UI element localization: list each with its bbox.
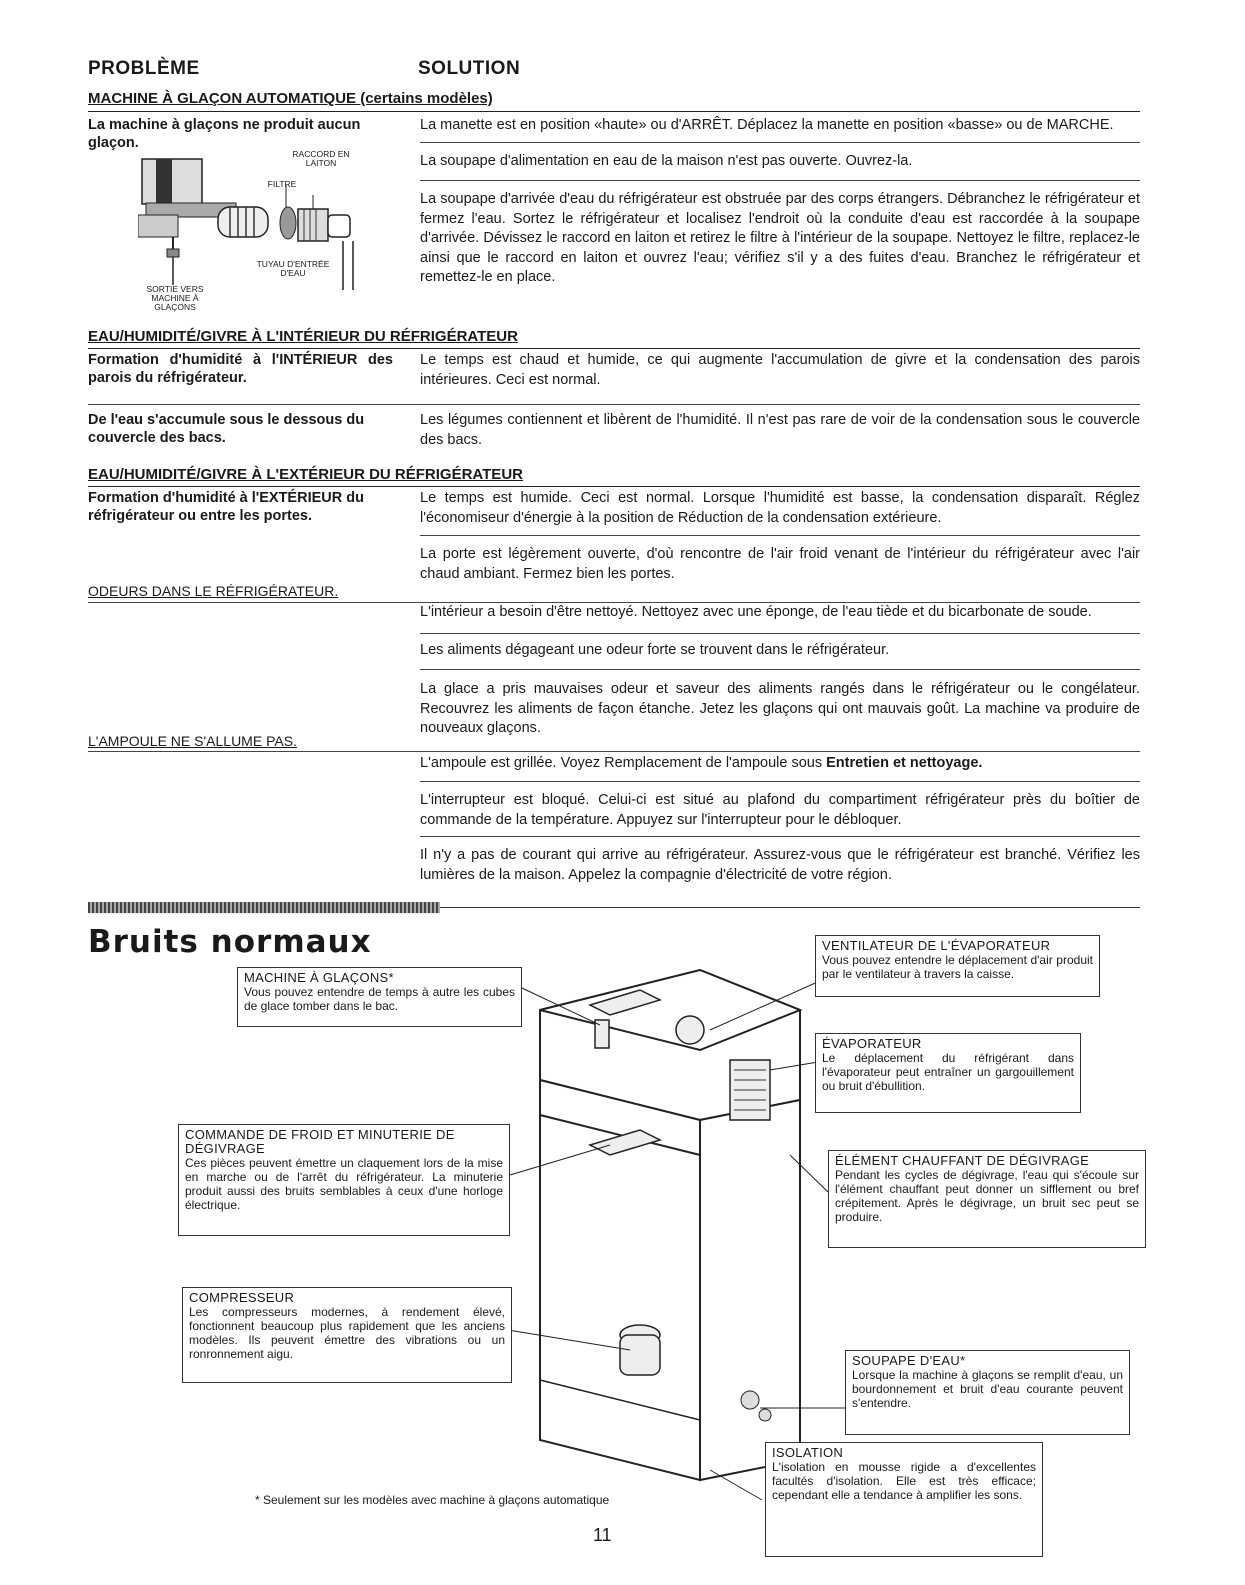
section-rule: [88, 111, 1140, 112]
solution-icemaker-3: La soupape d'arrivée d'eau du réfrigérateur est obstruée par des corps étrangers. Débranchez le réfrigérateur et fermez l'eau. Sortez le réfrigérateur et localisez l'endroit où la conduite d'eau est raccordée à la soupape d'arrivée. Dévissez le raccord en laiton et retirez le filtre à l'intérieur de la soupape. Nettoyez le filtre, replacez-le ainsi que le raccord en laiton et ouvrez l'eau; vérifiez s'il y a des fuites d'eau. Branchez le réfrigérateur et remettez-le en place.: [420, 191, 1140, 285]
callout-insulation: [765, 1442, 1043, 1557]
label-raccord: RACCORD EN LAITON: [292, 149, 350, 168]
callout-control-body: Ces pièces peuvent émettre un claquement lors de la mise en marche ou de l'arrêt du réfrigérateur. La minuterie produit aussi des bruits semblables à ceux d'une horloge électrique.: [185, 1156, 503, 1212]
divider: [420, 180, 1140, 181]
section-rule: [88, 486, 1140, 487]
callout-compressor-title: COMPRESSEUR: [189, 1290, 295, 1305]
callout-compressor-body: Les compresseurs modernes, à rendement élevé, fonctionnent beaucoup plus rapidement que les anciens modèles. Ils peuvent émettre des vibrations ou un ronronnement aigu.: [189, 1305, 505, 1361]
solution-bulb-3: Il n'y a pas de courant qui arrive au réfrigérateur. Assurez-vous que le réfrigérateur est branché. Vérifiez les lumières de la maison. Appelez la compagnie d'électricité de votre région.: [420, 847, 1140, 883]
problem-exterior: Formation d'humidité à l'EXTÉRIEUR du réfrigérateur ou entre les portes.: [88, 490, 364, 524]
solution-bulb-1: [420, 754, 1140, 774]
section-title-icemaker: MACHINE À GLAÇON AUTOMATIQUE (certains modèles): [88, 90, 493, 107]
solution-interior-1: Le temps est chaud et humide, ce qui augmente l'accumulation de givre et la condensation des parois intérieures. Ceci est normal.: [420, 352, 1140, 388]
callout-evaporator-body: Le déplacement du réfrigérant dans l'évaporateur peut entraîner un gargouillement ou bruit d'ébullition.: [822, 1051, 1074, 1093]
section-title-bulb: L'AMPOULE NE S'ALLUME PAS.: [88, 733, 297, 749]
callout-defrost-body: Pendant les cycles de dégivrage, l'eau qui s'écoule sur l'élément chauffant peut donner un sifflement ou bref crépitement. Après le dégivrage, un bruit sec peut se produire.: [835, 1168, 1139, 1224]
callout-control-title: COMMANDE DE FROID ET MINUTERIE DE DÉGIVRAGE: [185, 1127, 455, 1156]
callout-insulation-body: L'isolation en mousse rigide a d'excellentes facultés d'isolation. Elle est très efficace; cependant elle a tendance à amplifier les sons.: [772, 1460, 1036, 1502]
callout-evaporator-title: ÉVAPORATEUR: [822, 1036, 922, 1051]
solution-odors-3: La glace a pris mauvaises odeur et saveur des aliments rangés dans le réfrigérateur ou le congélateur. Recouvrez les aliments de façon étanche. Jetez les glaçons qui ont mauvais goût. La machine va produire de nouveaux glaçons.: [420, 681, 1140, 736]
solution-bulb-1-text: L'ampoule est grillée. Voyez Remplacement de l'ampoule sous: [420, 755, 827, 771]
solution-odors-1: L'intérieur a besoin d'être nettoyé. Nettoyez avec une éponge, de l'eau tiède et du bicarbonate de soude.: [420, 604, 1092, 620]
solution-bulb-1-bold: Entretien et nettoyage.: [826, 755, 983, 771]
callout-fan: [815, 935, 1100, 997]
solution-header: SOLUTION: [418, 58, 521, 79]
label-sortie: SORTIE VERS MACHINE À GLAÇONS: [146, 284, 204, 312]
page-number: 11: [593, 1525, 612, 1545]
divider: [88, 404, 1140, 405]
section-title-exterior: EAU/HUMIDITÉ/GIVRE À L'EXTÉRIEUR DU RÉFRIGÉRATEUR: [88, 466, 523, 483]
solution-exterior-1: Le temps est humide. Ceci est normal. Lorsque l'humidité est basse, la condensation disparaît. Réglez l'économiseur d'énergie à la position de Réduction de la condensation extérieure.: [420, 490, 1140, 526]
problem-interior-2: De l'eau s'accumule sous le dessous du couvercle des bacs.: [88, 412, 365, 446]
section-title-interior: EAU/HUMIDITÉ/GIVRE À L'INTÉRIEUR DU RÉFRIGÉRATEUR: [88, 328, 518, 345]
divider: [88, 751, 1140, 752]
callout-fan-body: Vous pouvez entendre le déplacement d'air produit par le ventilateur à travers la caisse.: [822, 953, 1093, 981]
divider: [420, 142, 1140, 143]
callout-defrost: [828, 1150, 1146, 1248]
callout-icemaker-title: MACHINE À GLAÇONS*: [244, 970, 394, 985]
separator-line: [440, 907, 1140, 908]
section-separator-bar: [88, 902, 440, 913]
callout-icemaker-body: Vous pouvez entendre de temps à autre les cubes de glace tomber dans le bac.: [244, 985, 515, 1013]
callout-icemaker: [237, 967, 522, 1027]
callout-evaporator: [815, 1033, 1081, 1113]
callout-fan-title: VENTILATEUR DE L'ÉVAPORATEUR: [822, 938, 1051, 953]
callout-compressor: [182, 1287, 512, 1383]
solution-interior-2: Les légumes contiennent et libèrent de l'humidité. Il n'est pas rare de voir de la condensation sous le couvercle des bacs.: [420, 412, 1140, 448]
divider: [420, 836, 1140, 837]
section-rule: [88, 348, 1140, 349]
divider: [420, 781, 1140, 782]
solution-odors-2: Les aliments dégageant une odeur forte se trouvent dans le réfrigérateur.: [420, 642, 890, 658]
label-tuyau: TUYAU D'ENTRÉE D'EAU: [256, 259, 330, 278]
callout-insulation-title: ISOLATION: [772, 1445, 844, 1460]
callout-control: [178, 1124, 510, 1236]
section-title-odors: ODEURS DANS LE RÉFRIGÉRATEUR.: [88, 583, 339, 599]
divider: [420, 669, 1140, 670]
solution-bulb-2: L'interrupteur est bloqué. Celui-ci est situé au plafond du compartiment réfrigérateur près du boîtier de commande de la température. Appuyez sur l'interrupteur pour le débloquer.: [420, 792, 1140, 828]
problem-interior-1: Formation d'humidité à l'INTÉRIEUR des parois du réfrigérateur.: [88, 352, 393, 386]
problem-header: PROBLÈME: [88, 58, 200, 79]
solution-exterior-2: La porte est légèrement ouverte, d'où rencontre de l'air froid venant de l'intérieur du réfrigérateur avec l'air chaud ambiant. Fermez bien les portes.: [420, 546, 1140, 582]
callout-defrost-title: ÉLÉMENT CHAUFFANT DE DÉGIVRAGE: [835, 1153, 1090, 1168]
callout-valve: [845, 1350, 1130, 1435]
callout-valve-body: Lorsque la machine à glaçons se remplit d'eau, un bourdonnement et bruit d'eau courante peuvent s'entendre.: [852, 1368, 1123, 1410]
problem-icemaker: La machine à glaçons ne produit aucun glaçon.: [88, 117, 361, 151]
divider: [420, 535, 1140, 536]
solution-icemaker-2: La soupape d'alimentation en eau de la maison n'est pas ouverte. Ouvrez-la.: [420, 153, 913, 169]
noises-title: Bruits normaux: [88, 924, 372, 960]
callout-valve-title: SOUPAPE D'EAU*: [852, 1353, 966, 1368]
footnote: * Seulement sur les modèles avec machine à glaçons automatique: [255, 1493, 610, 1507]
label-filtre: FILTRE: [267, 179, 297, 189]
divider: [420, 633, 1140, 634]
solution-icemaker-1: La manette est en position «haute» ou d'ARRÊT. Déplacez la manette en position «basse» ou de MARCHE.: [420, 117, 1114, 133]
